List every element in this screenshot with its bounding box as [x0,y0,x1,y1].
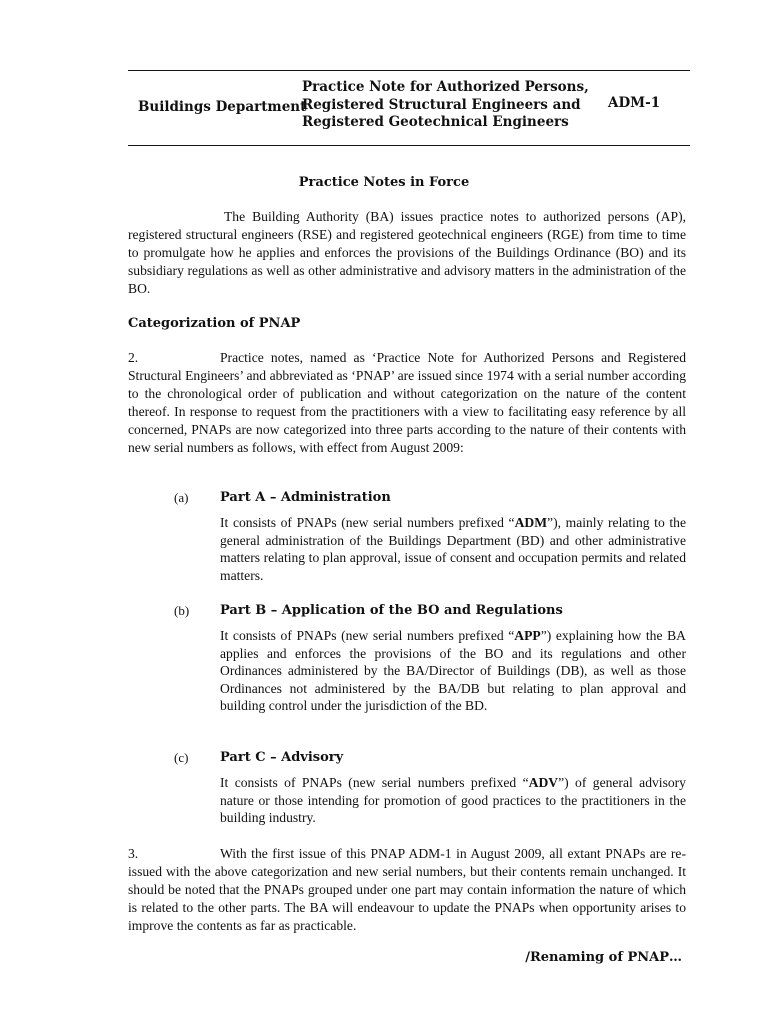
department-name: Buildings Department [138,99,307,115]
part-a-body-text: It consists of PNAPs (new serial numbers prefixed “ [220,515,515,530]
paragraph-3-text: With the first issue of this PNAP ADM-1 in August 2009, all extant PNAPs are re-issued with the above categorization and new serial numbers, but their contents remain unchanged. It should be noted that the PNAPs grouped under one part may contain information the nature of which is related to the other parts. The BA will endeavour to update the PNAPs when opportunity arises to improve the contents as far as practicable. [128,846,686,933]
part-a-body-text-cont: ”), mainly relating to the general administration of the Buildings Department (BD) and other administrative matters relating to plan approval, issue of consent and occupation permits and related matters. [220,515,686,583]
header-top-rule [128,70,690,71]
part-b-title: Part B – Application of the BO and Regulations [220,603,563,618]
part-b-prefix: APP [514,628,541,643]
part-c-label: (c) [174,750,189,765]
part-a-label: (a) [174,490,189,505]
part-c-body-text-cont: ”) of general advisory nature or those intending for promotion of good practices to the practitioners in the building industry. [220,775,686,825]
header-title-line: Practice Note for Authorized Persons, [302,79,589,95]
header-title-line: Registered Structural Engineers and [302,96,581,113]
header-bottom-rule [128,145,690,146]
part-c-prefix: ADV [528,775,559,790]
document-code: ADM-1 [608,95,661,111]
paragraph-2-text: Practice notes, named as ‘Practice Note for Authorized Persons and Registered Structural Engineers’ and abbreviated as ‘PNAP’ are issued since 1974 with a serial number according to the chronological order of publication and without categorization on the nature of the content thereof. In response to request from the practitioners with a view to facilitating easy reference by all concerned, PNAPs are now categorized into three parts according to the nature of their contents with new serial numbers as follows, with effect from August 2009: [128,350,686,455]
header-title-line: Registered Geotechnical Engineers [302,114,569,130]
paragraph-2 [128,349,686,457]
paragraph-3 [128,845,686,935]
document-title: Practice Notes in Force [298,175,470,190]
header-title [302,79,589,132]
intro-text: The Building Authority (BA) issues practice notes to authorized persons (AP), registered structural engineers (RSE) and registered geotechnical engineers (RGE) from time to time to promulgate how he applies and enforces the provisions of the Buildings Ordinance (BO) and its subsidiary regulations as well as other administrative and advisory matters in the administration of the BO. [128,209,686,296]
part-c-body [220,774,686,827]
part-b-body-text: It consists of PNAPs (new serial numbers prefixed “ [220,628,515,643]
part-a-body [220,514,686,584]
continuation-note: /Renaming of PNAP… [525,950,682,965]
part-a-title: Part A – Administration [220,490,391,505]
intro-paragraph [128,208,686,298]
part-c-body-text: It consists of PNAPs (new serial numbers prefixed “ [220,775,529,790]
part-b-body [220,627,686,715]
paragraph-number: 3. [128,846,139,861]
part-b-label: (b) [174,603,190,618]
part-a-prefix: ADM [514,515,548,530]
section-heading: Categorization of PNAP [128,316,301,331]
paragraph-number: 2. [128,350,139,365]
part-b-body-text-cont: ”) explaining how the BA applies and enforces the provisions of the BO and its regulations and other Ordinances administered by the BA/Director of Buildings (DB), as well as those Ordinances not administered by the BA/DB but relating to plan approval and building control under the jurisdiction of the BD. [220,628,686,713]
part-c-title: Part C – Advisory [220,750,344,765]
